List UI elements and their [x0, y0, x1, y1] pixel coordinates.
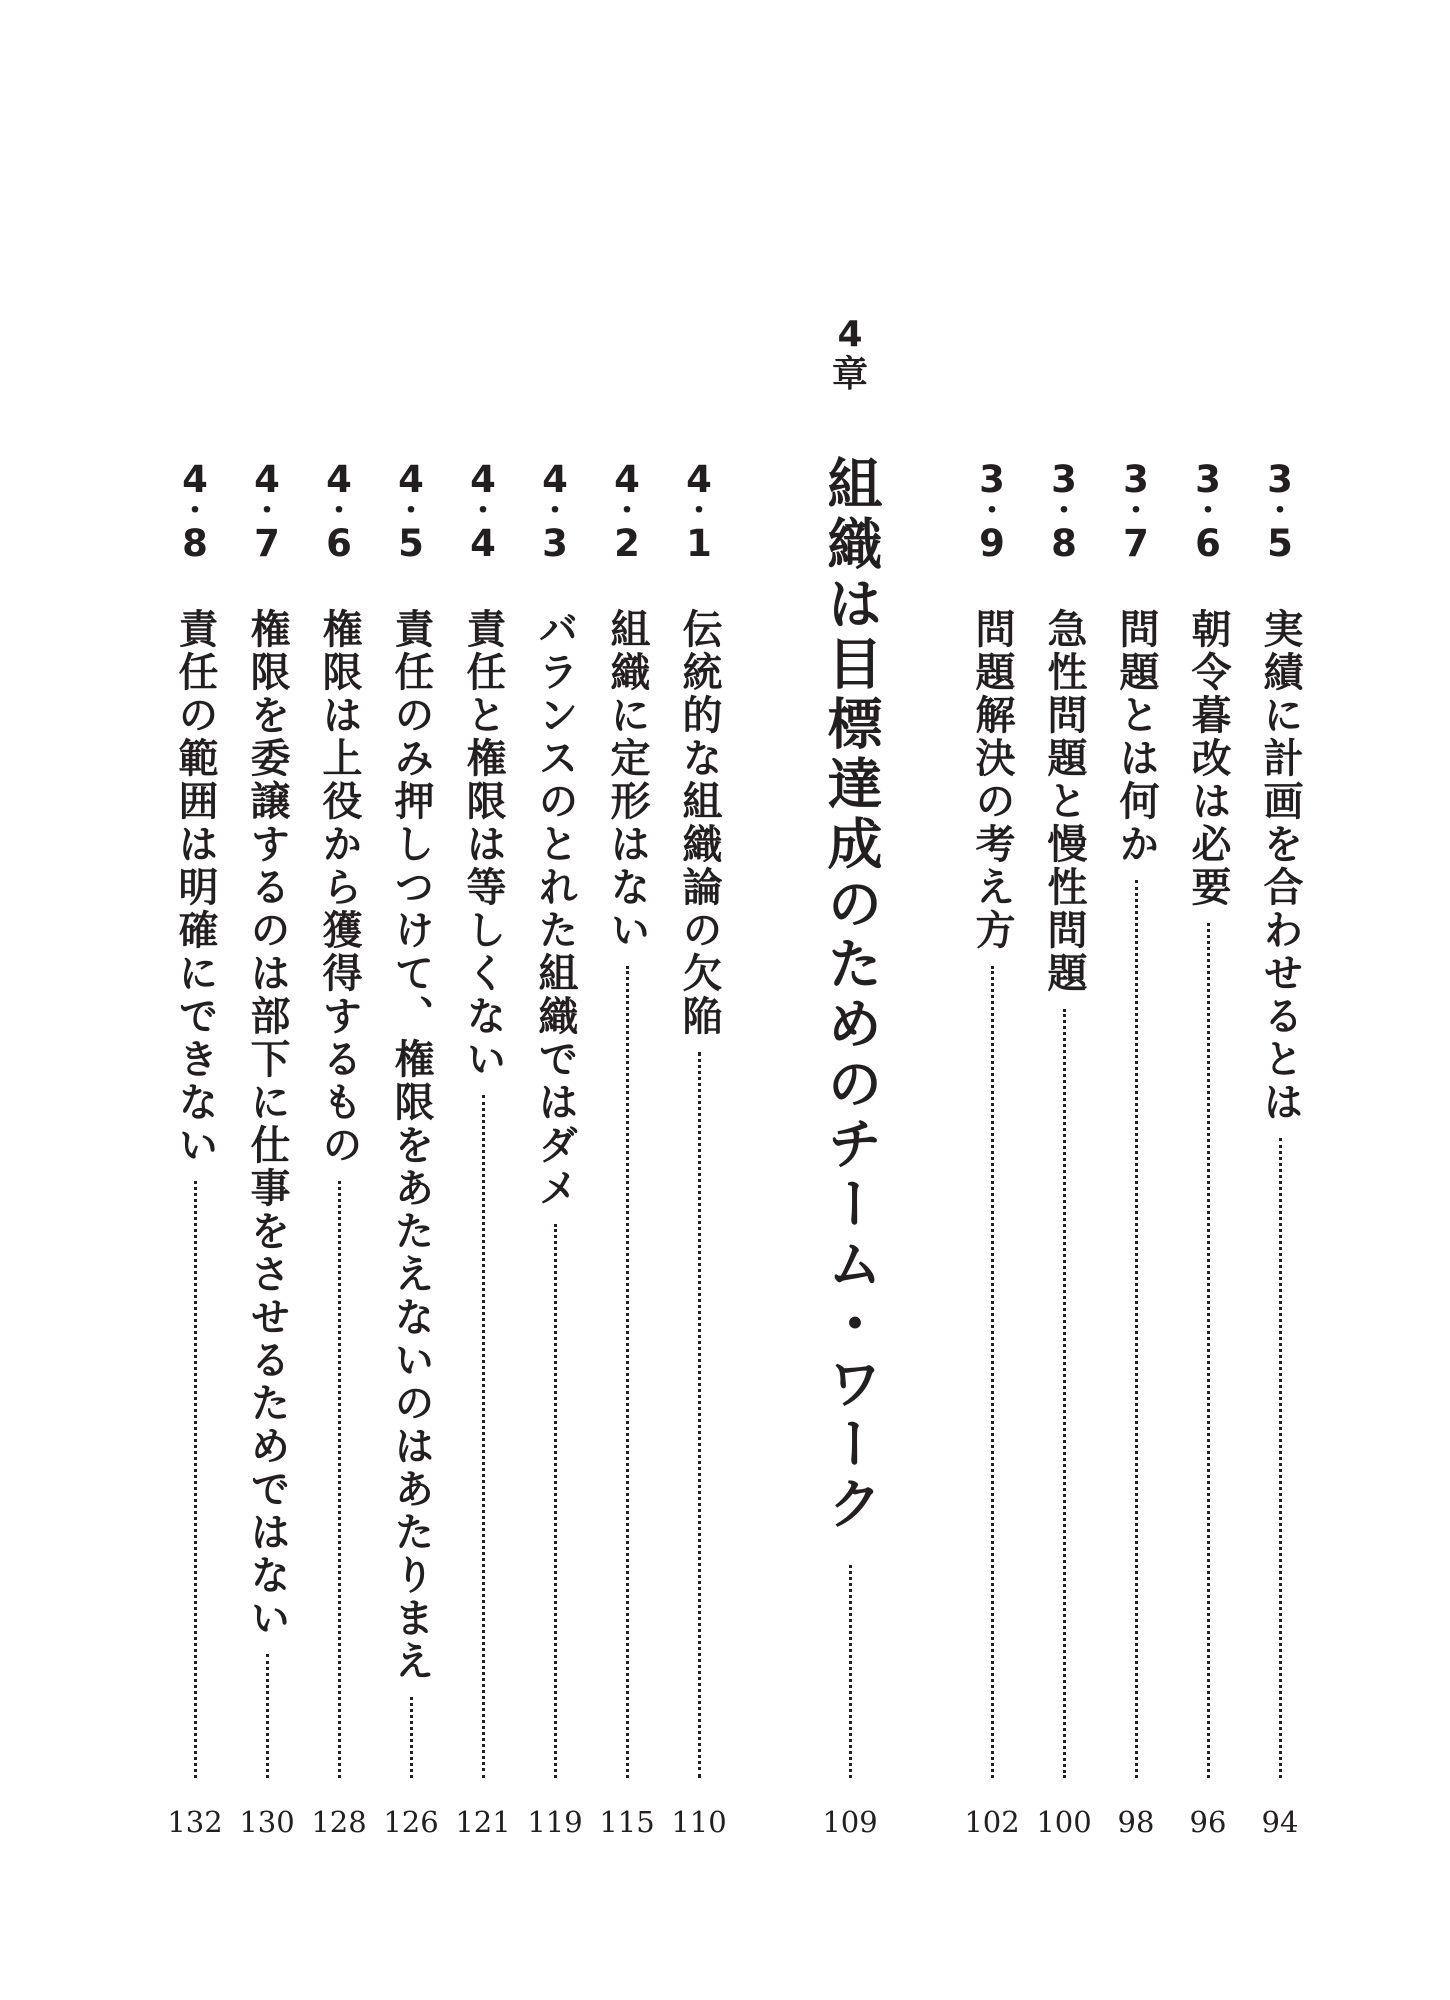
- page-number: 110: [671, 1805, 727, 1839]
- toc-entry-3-6[interactable]: [1183, 458, 1233, 1778]
- section-title: 伝統的な組織論の欠陥: [676, 608, 722, 1038]
- section-number: 4 ・ 1: [684, 458, 714, 565]
- section-title: 問題解決の考え方: [969, 608, 1015, 952]
- section-number: 4 ・ 7: [252, 458, 282, 565]
- dot-leader: [1063, 1009, 1066, 1778]
- toc-entry-4-8[interactable]: [170, 458, 220, 1778]
- toc-entry-3-9[interactable]: [967, 458, 1017, 1778]
- section-title: 責任のみ押しつけて、権限をあたえないのはあたりまえ: [388, 608, 434, 1683]
- dot-leader: [849, 1565, 852, 1778]
- dot-leader: [698, 1052, 701, 1778]
- section-title: 責任の範囲は明確にできない: [172, 608, 218, 1167]
- page-number: 121: [455, 1805, 511, 1839]
- dot-leader: [266, 1654, 269, 1778]
- section-title: バランスのとれた組織ではダメ: [532, 608, 578, 1210]
- section-title: 朝令暮改は必要: [1185, 608, 1231, 909]
- dot-leader: [554, 1224, 557, 1778]
- toc-entry-4-1[interactable]: [674, 458, 724, 1778]
- dot-leader: [1135, 880, 1138, 1778]
- section-title: 問題とは何か: [1113, 608, 1159, 866]
- section-number: 3 ・ 5: [1265, 458, 1295, 565]
- section-number: 3 ・ 9: [977, 458, 1007, 565]
- section-title: 権限は上役から獲得するもの: [316, 608, 362, 1167]
- section-number: 4 ・ 8: [180, 458, 210, 565]
- page-number: 98: [1117, 1805, 1155, 1839]
- section-number: 4 ・ 6: [324, 458, 354, 565]
- page-number: 126: [383, 1805, 439, 1839]
- page-number: 102: [964, 1805, 1020, 1839]
- section-number: 4 ・ 2: [612, 458, 642, 565]
- section-number: 4 ・ 3: [540, 458, 570, 565]
- section-title: 急性問題と慢性問題: [1041, 608, 1087, 995]
- chapter-heading[interactable]: [818, 314, 883, 1778]
- dot-leader: [1207, 923, 1210, 1778]
- toc-entry-3-7[interactable]: [1111, 458, 1161, 1778]
- page-number: 115: [599, 1805, 655, 1839]
- page-number: 128: [311, 1805, 367, 1839]
- toc-entry-4-2[interactable]: [602, 458, 652, 1778]
- dot-leader: [626, 966, 629, 1778]
- dot-leader: [410, 1697, 413, 1778]
- chapter-title: 組織は目標達成のためのチーム・ワーク: [818, 455, 883, 1535]
- section-number: 3 ・ 8: [1049, 458, 1079, 565]
- chapter-page-number: 109: [822, 1805, 878, 1839]
- toc-entry-4-5[interactable]: [386, 458, 436, 1778]
- section-title: 組織に定形はない: [604, 608, 650, 952]
- dot-leader: [338, 1181, 341, 1778]
- dot-leader: [482, 1095, 485, 1778]
- section-title: 実績に計画を合わせるとは: [1257, 608, 1303, 1124]
- section-number: 4 ・ 4: [468, 458, 498, 565]
- page-number: 100: [1036, 1805, 1092, 1839]
- page-number: 119: [527, 1805, 583, 1839]
- toc-entry-4-3[interactable]: [530, 458, 580, 1778]
- section-title: 権限を委譲するのは部下に仕事をさせるためではない: [244, 608, 290, 1640]
- chapter-label: 4 章: [831, 314, 868, 395]
- toc-entry-4-7[interactable]: [242, 458, 292, 1778]
- page-number: 132: [167, 1805, 223, 1839]
- page-number: 130: [239, 1805, 295, 1839]
- toc-entry-4-6[interactable]: [314, 458, 364, 1778]
- page-number: 96: [1189, 1805, 1227, 1839]
- section-number: 4 ・ 5: [396, 458, 426, 565]
- dot-leader: [991, 966, 994, 1778]
- dot-leader: [1279, 1138, 1282, 1778]
- toc-entry-3-5[interactable]: [1255, 458, 1305, 1778]
- section-number: 3 ・ 6: [1193, 458, 1223, 565]
- section-number: 3 ・ 7: [1121, 458, 1151, 565]
- toc-entry-3-8[interactable]: [1039, 458, 1089, 1778]
- page-number: 94: [1261, 1805, 1299, 1839]
- section-title: 責任と権限は等しくない: [460, 608, 506, 1081]
- toc-entry-4-4[interactable]: [458, 458, 508, 1778]
- dot-leader: [194, 1181, 197, 1778]
